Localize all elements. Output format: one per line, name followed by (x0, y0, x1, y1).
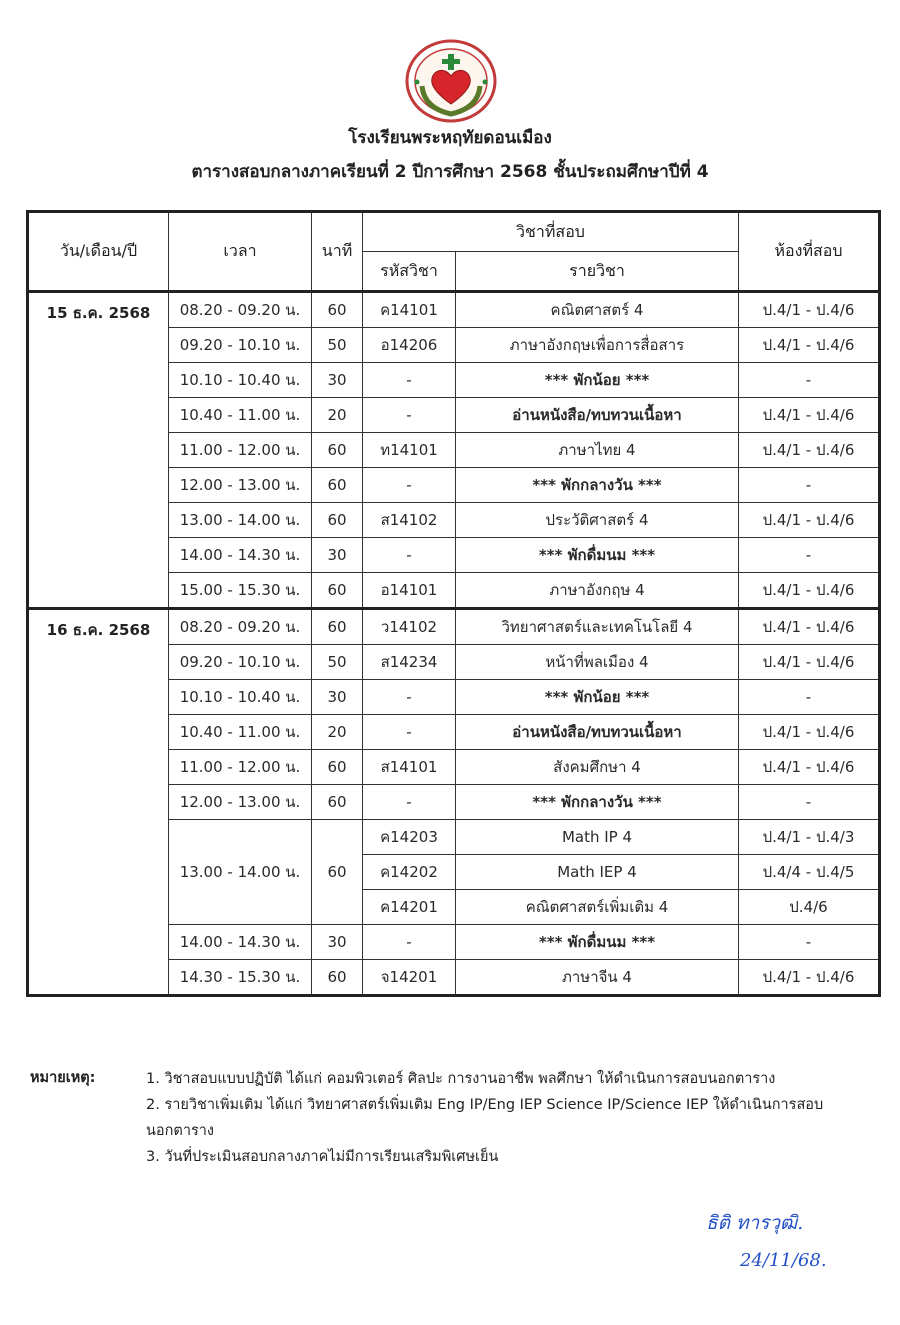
row-time: 08.20 - 09.20 น. (169, 609, 312, 645)
row-subject: *** พักกลางวัน *** (456, 468, 739, 503)
row-room: ป.4/4 - ป.4/5 (739, 855, 880, 890)
row-time: 15.00 - 15.30 น. (169, 573, 312, 609)
exam-schedule-table (26, 210, 881, 997)
row-subject: อ่านหนังสือ/ทบทวนเนื้อหา (456, 715, 739, 750)
row-room: - (739, 538, 880, 573)
row-room: ป.4/1 - ป.4/6 (739, 609, 880, 645)
row-room: ป.4/1 - ป.4/6 (739, 328, 880, 363)
header-subject: รายวิชา (456, 252, 739, 292)
row-subject: คณิตศาสตร์ 4 (456, 292, 739, 328)
row-time: 11.00 - 12.00 น. (169, 433, 312, 468)
header-time: เวลา (169, 212, 312, 292)
row-subject: *** พักกลางวัน *** (456, 785, 739, 820)
row-subject: Math IEP 4 (456, 855, 739, 890)
row-subject: Math IP 4 (456, 820, 739, 855)
row-room: ป.4/1 - ป.4/6 (739, 398, 880, 433)
table-row (28, 292, 880, 328)
row-minutes: 60 (312, 960, 363, 996)
row-subject: อ่านหนังสือ/ทบทวนเนื้อหา (456, 398, 739, 433)
row-code: ว14102 (363, 609, 456, 645)
row-minutes: 20 (312, 398, 363, 433)
row-subject: ภาษาอังกฤษเพื่อการสื่อสาร (456, 328, 739, 363)
row-room: - (739, 785, 880, 820)
row-code: - (363, 538, 456, 573)
row-minutes: 60 (312, 468, 363, 503)
row-code: ค14201 (363, 890, 456, 925)
row-code: ส14101 (363, 750, 456, 785)
row-room: ป.4/1 - ป.4/3 (739, 820, 880, 855)
row-subject: ภาษาไทย 4 (456, 433, 739, 468)
row-code: - (363, 363, 456, 398)
row-code: ส14102 (363, 503, 456, 538)
row-subject: *** พักน้อย *** (456, 680, 739, 715)
row-code: - (363, 715, 456, 750)
row-time: 12.00 - 13.00 น. (169, 468, 312, 503)
row-room: ป.4/1 - ป.4/6 (739, 715, 880, 750)
handwritten-signature (700, 1206, 890, 1286)
row-room: ป.4/1 - ป.4/6 (739, 503, 880, 538)
row-minutes: 60 (312, 292, 363, 328)
row-code: อ14206 (363, 328, 456, 363)
row-time: 14.30 - 15.30 น. (169, 960, 312, 996)
row-minutes: 60 (312, 433, 363, 468)
row-room: - (739, 680, 880, 715)
row-minutes: 60 (312, 609, 363, 645)
row-code: - (363, 680, 456, 715)
row-time: 10.40 - 11.00 น. (169, 398, 312, 433)
row-code: จ14201 (363, 960, 456, 996)
row-room: ป.4/1 - ป.4/6 (739, 292, 880, 328)
row-room: ป.4/6 (739, 890, 880, 925)
row-room: ป.4/1 - ป.4/6 (739, 960, 880, 996)
row-minutes: 60 (312, 573, 363, 609)
row-room: - (739, 363, 880, 398)
row-code: - (363, 398, 456, 433)
row-time: 12.00 - 13.00 น. (169, 785, 312, 820)
note-item: 3. วันที่ประเมินสอบกลางภาคไม่มีการเรียนเสริมพิเศษเย็น (146, 1149, 499, 1165)
row-time: 10.10 - 10.40 น. (169, 363, 312, 398)
row-minutes: 60 (312, 785, 363, 820)
row-room: ป.4/1 - ป.4/6 (739, 573, 880, 609)
row-subject: ประวัติศาสตร์ 4 (456, 503, 739, 538)
row-minutes: 30 (312, 538, 363, 573)
row-code: - (363, 785, 456, 820)
row-subject: หน้าที่พลเมือง 4 (456, 645, 739, 680)
row-room: ป.4/1 - ป.4/6 (739, 645, 880, 680)
schedule-title: ตารางสอบกลางภาคเรียนที่ 2 ปีการศึกษา 2568 ชั้นประถมศึกษาปีที่ 4 (191, 162, 709, 182)
header-subject-group: วิชาที่สอบ (363, 212, 739, 252)
row-code: ค14101 (363, 292, 456, 328)
signature-name: ธิติ ทารวุฒิ. (706, 1212, 804, 1234)
notes-label: หมายเหตุ: (30, 1070, 96, 1086)
row-code: อ14101 (363, 573, 456, 609)
row-code: - (363, 468, 456, 503)
row-code: ค14203 (363, 820, 456, 855)
row-room: ป.4/1 - ป.4/6 (739, 750, 880, 785)
row-time: 09.20 - 10.10 น. (169, 328, 312, 363)
header-room: ห้องที่สอบ (739, 212, 880, 292)
row-time: 10.40 - 11.00 น. (169, 715, 312, 750)
row-time: 14.00 - 14.30 น. (169, 925, 312, 960)
row-room: - (739, 468, 880, 503)
note-item: นอกตาราง (146, 1123, 214, 1139)
signature-date: 24/11/68. (740, 1250, 827, 1271)
row-subject: *** พักดื่มนม *** (456, 925, 739, 960)
header-date: วัน/เดือน/ปี (28, 212, 169, 292)
header-minutes: นาที (312, 212, 363, 292)
row-code: - (363, 925, 456, 960)
row-minutes: 60 (312, 750, 363, 785)
row-subject: คณิตศาสตร์เพิ่มเติม 4 (456, 890, 739, 925)
row-subject: *** พักน้อย *** (456, 363, 739, 398)
row-minutes: 30 (312, 680, 363, 715)
row-subject: ภาษาจีน 4 (456, 960, 739, 996)
row-time: 11.00 - 12.00 น. (169, 750, 312, 785)
row-code: ส14234 (363, 645, 456, 680)
header-code: รหัสวิชา (363, 252, 456, 292)
row-time: 10.10 - 10.40 น. (169, 680, 312, 715)
day-date: 16 ธ.ค. 2568 (28, 609, 169, 996)
row-minutes: 50 (312, 328, 363, 363)
row-minutes: 30 (312, 363, 363, 398)
table-row (28, 609, 880, 645)
note-item: 1. วิชาสอบแบบปฏิบัติ ได้แก่ คอมพิวเตอร์ ศิลปะ การงานอาชีพ พลศึกษา ให้ดำเนินการสอบนอกตาราง (146, 1071, 776, 1087)
row-subject: สังคมศึกษา 4 (456, 750, 739, 785)
row-time: 13.00 - 14.00 น. (169, 820, 312, 925)
note-item: 2. รายวิชาเพิ่มเติม ได้แก่ วิทยาศาสตร์เพิ่มเติม Eng IP/Eng IEP Science IP/Science IEP ให้ดำเนินการสอบ (146, 1097, 824, 1113)
row-time: 09.20 - 10.10 น. (169, 645, 312, 680)
row-subject: *** พักดื่มนม *** (456, 538, 739, 573)
row-time: 08.20 - 09.20 น. (169, 292, 312, 328)
school-name: โรงเรียนพระหฤทัยดอนเมือง (348, 128, 552, 148)
school-logo-icon (404, 38, 498, 124)
row-room: ป.4/1 - ป.4/6 (739, 433, 880, 468)
row-code: ท14101 (363, 433, 456, 468)
row-room: - (739, 925, 880, 960)
row-minutes: 30 (312, 925, 363, 960)
row-time: 14.00 - 14.30 น. (169, 538, 312, 573)
row-minutes: 60 (312, 820, 363, 925)
row-code: ค14202 (363, 855, 456, 890)
row-minutes: 60 (312, 503, 363, 538)
row-subject: วิทยาศาสตร์และเทคโนโลยี 4 (456, 609, 739, 645)
row-minutes: 20 (312, 715, 363, 750)
day-date: 15 ธ.ค. 2568 (28, 292, 169, 609)
row-subject: ภาษาอังกฤษ 4 (456, 573, 739, 609)
row-time: 13.00 - 14.00 น. (169, 503, 312, 538)
row-minutes: 50 (312, 645, 363, 680)
